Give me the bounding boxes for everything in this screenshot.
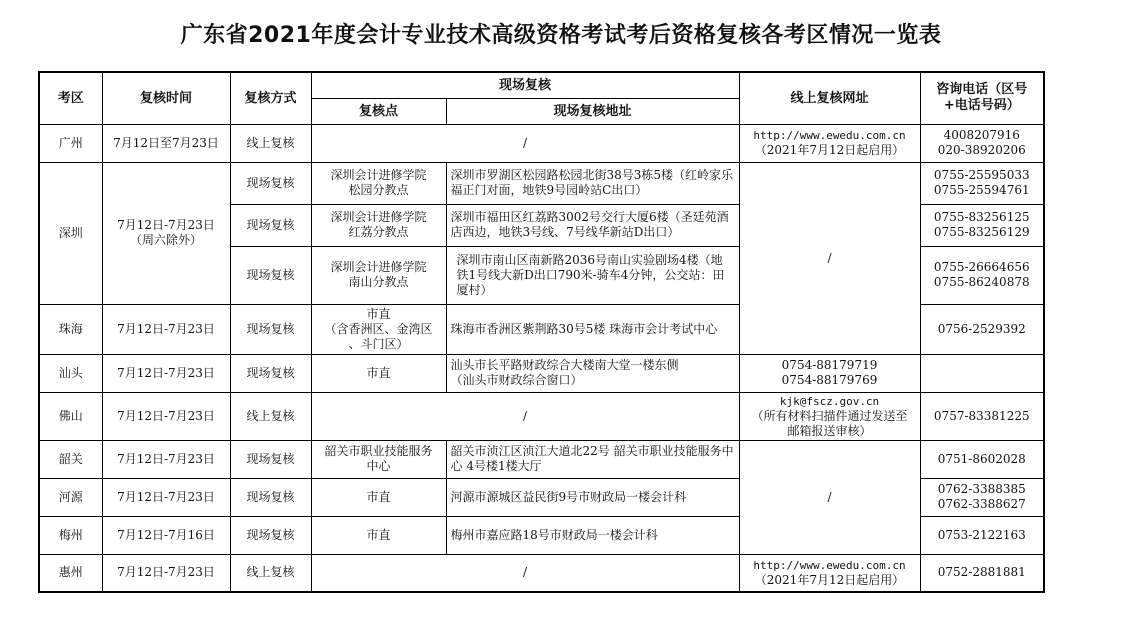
header-point: 复核点 bbox=[311, 98, 446, 124]
phone-number: 0755-86240878 bbox=[933, 275, 1030, 289]
table-row bbox=[39, 554, 1044, 592]
time-text: 7月12日-7月23日 bbox=[117, 218, 215, 232]
point-cell bbox=[311, 246, 446, 304]
method-cell: 线上复核 bbox=[230, 392, 311, 440]
time-cell: 7月12日-7月23日 bbox=[102, 304, 230, 354]
phone-number: 4008207916 bbox=[943, 128, 1020, 142]
header-area: 考区 bbox=[39, 72, 102, 124]
method-cell: 现场复核 bbox=[230, 204, 311, 246]
phone-number: 0755-83256129 bbox=[933, 225, 1030, 239]
method-cell: 线上复核 bbox=[230, 124, 311, 162]
table-row bbox=[39, 354, 1044, 392]
point-text: 松园分教点 bbox=[348, 183, 409, 197]
address-text: 汕头市长平路财政综合大楼南大堂一楼东侧 bbox=[450, 358, 679, 372]
point-cell bbox=[311, 304, 446, 354]
point-cell: 市直 bbox=[311, 516, 446, 554]
header-phone: 咨询电话（区号+电话号码） bbox=[920, 72, 1044, 124]
phone-number: 0755-26664656 bbox=[933, 260, 1030, 274]
online-url-cell: / bbox=[739, 440, 920, 554]
phone-number: 0755-83256125 bbox=[933, 210, 1030, 224]
method-cell: 现场复核 bbox=[230, 478, 311, 516]
phone-number: 0754-88179719 bbox=[781, 358, 878, 372]
table-row bbox=[39, 392, 1044, 440]
phone-cell: 0752-2881881 bbox=[920, 554, 1044, 592]
phone-cell: 0753-2122163 bbox=[920, 516, 1044, 554]
point-cell bbox=[311, 440, 446, 478]
phone-cell bbox=[920, 246, 1044, 304]
time-note: （周六除外） bbox=[129, 233, 202, 247]
point-cell bbox=[311, 162, 446, 204]
area-cell: 惠州 bbox=[39, 554, 102, 592]
area-cell: 深圳 bbox=[39, 162, 102, 304]
phone-number: 0754-88179769 bbox=[781, 373, 878, 387]
time-cell: 7月12日-7月23日 bbox=[102, 554, 230, 592]
phone-cell: 0756-2529392 bbox=[920, 304, 1044, 354]
header-online-url: 线上复核网址 bbox=[739, 72, 920, 124]
address-cell: 深圳市罗湖区松园路松园北街38号3栋5楼（红岭家乐福正门对面，地铁9号园岭站C出口） bbox=[446, 162, 739, 204]
phone-cell bbox=[920, 162, 1044, 204]
header-time: 复核时间 bbox=[102, 72, 230, 124]
address-cell: 梅州市嘉应路18号市财政局一楼会计科 bbox=[446, 516, 739, 554]
method-cell: 线上复核 bbox=[230, 554, 311, 592]
online-url-link[interactable]: http://www.ewedu.com.cn bbox=[753, 558, 906, 572]
method-cell: 现场复核 bbox=[230, 354, 311, 392]
method-cell: 现场复核 bbox=[230, 516, 311, 554]
method-cell: 现场复核 bbox=[230, 440, 311, 478]
area-cell: 河源 bbox=[39, 478, 102, 516]
phone-cell: 0757-83381225 bbox=[920, 392, 1044, 440]
phone-cell bbox=[739, 354, 920, 392]
phone-number: 0762-3388385 bbox=[937, 482, 1026, 496]
review-table bbox=[38, 71, 1045, 593]
time-cell: 7月12日-7月23日 bbox=[102, 478, 230, 516]
point-text: 深圳会计进修学院 bbox=[330, 260, 427, 274]
point-text: 南山分教点 bbox=[348, 275, 409, 289]
phone-cell bbox=[920, 124, 1044, 162]
method-cell: 现场复核 bbox=[230, 162, 311, 204]
page-title: 广东省2021年度会计专业技术高级资格考试考后资格复核各考区情况一览表 bbox=[180, 23, 942, 48]
phone-number: 0762-3388627 bbox=[937, 497, 1026, 511]
phone-number: 0755-25595033 bbox=[933, 168, 1030, 182]
point-text: 深圳会计进修学院 bbox=[330, 168, 427, 182]
table-row bbox=[39, 440, 1044, 478]
phone-number: 0755-25594761 bbox=[933, 183, 1030, 197]
point-text: （含香洲区、金湾区 bbox=[324, 321, 433, 336]
point-cell bbox=[311, 204, 446, 246]
address-cell: 河源市源城区益民街9号市财政局一楼会计科 bbox=[446, 478, 739, 516]
phone-number: 020-38920206 bbox=[937, 143, 1026, 157]
online-url-cell bbox=[739, 392, 920, 440]
point-cell: 市直 bbox=[311, 354, 446, 392]
area-cell: 佛山 bbox=[39, 392, 102, 440]
table-row bbox=[39, 162, 1044, 204]
time-cell: 7月12日-7月23日 bbox=[102, 392, 230, 440]
online-url-note: （2021年7月12日起启用） bbox=[754, 143, 905, 157]
time-cell: 7月12日-7月23日 bbox=[102, 354, 230, 392]
online-url-note: （所有材料扫描件通过发送至 bbox=[751, 408, 908, 423]
phone-cell bbox=[920, 204, 1044, 246]
header-onsite: 现场复核 bbox=[311, 72, 739, 98]
onsite-empty-cell: / bbox=[311, 554, 739, 592]
online-url-note: （2021年7月12日起启用） bbox=[754, 572, 905, 587]
point-text: 深圳会计进修学院 bbox=[330, 210, 427, 224]
online-url-note: 邮箱报送审核） bbox=[787, 423, 872, 438]
onsite-empty-cell: / bbox=[311, 124, 739, 162]
onsite-empty-cell: / bbox=[311, 392, 739, 440]
area-cell: 韶关 bbox=[39, 440, 102, 478]
point-text: 红荔分教点 bbox=[348, 225, 409, 239]
address-cell: 深圳市福田区红荔路3002号交行大厦6楼（圣廷苑酒店西边，地铁3号线、7号线华新站D出口） bbox=[446, 204, 739, 246]
point-text: 、斗门区） bbox=[348, 336, 409, 351]
point-text: 中心 bbox=[366, 459, 391, 473]
area-cell: 广州 bbox=[39, 124, 102, 162]
time-cell: 7月12日-7月23日 bbox=[102, 440, 230, 478]
area-cell: 珠海 bbox=[39, 304, 102, 354]
address-cell: 珠海市香洲区紫荆路30号5楼 珠海市会计考试中心 bbox=[446, 304, 739, 354]
online-url-cell bbox=[739, 554, 920, 592]
point-cell: 市直 bbox=[311, 478, 446, 516]
online-url-cell bbox=[739, 124, 920, 162]
address-cell: 韶关市浈江区浈江大道北22号 韶关市职业技能服务中心 4号楼1楼大厅 bbox=[446, 440, 739, 478]
phone-cell bbox=[920, 478, 1044, 516]
header-address: 现场复核地址 bbox=[446, 98, 739, 124]
point-text: 韶关市职业技能服务 bbox=[324, 444, 433, 458]
online-url-link[interactable]: http://www.ewedu.com.cn bbox=[753, 129, 906, 142]
phone-cell: 0751-8602028 bbox=[920, 440, 1044, 478]
online-email-link[interactable]: kjk@fscz.gov.cn bbox=[779, 394, 880, 408]
method-cell: 现场复核 bbox=[230, 304, 311, 354]
area-cell: 梅州 bbox=[39, 516, 102, 554]
point-text: 市直 bbox=[366, 306, 391, 321]
time-cell: 7月12日-7月16日 bbox=[102, 516, 230, 554]
address-text: （汕头市财政综合窗口） bbox=[450, 373, 583, 387]
time-cell bbox=[102, 162, 230, 304]
address-cell: 深圳市南山区南新路2036号南山实验剧场4楼（地铁1号线大新D出口790米-骑车4分钟，公交站：田厦村） bbox=[446, 246, 739, 304]
area-cell: 汕头 bbox=[39, 354, 102, 392]
online-url-cell: / bbox=[739, 162, 920, 354]
method-cell: 现场复核 bbox=[230, 246, 311, 304]
address-cell bbox=[446, 354, 739, 392]
table-row bbox=[39, 124, 1044, 162]
header-method: 复核方式 bbox=[230, 72, 311, 124]
time-cell: 7月12日至7月23日 bbox=[102, 124, 230, 162]
